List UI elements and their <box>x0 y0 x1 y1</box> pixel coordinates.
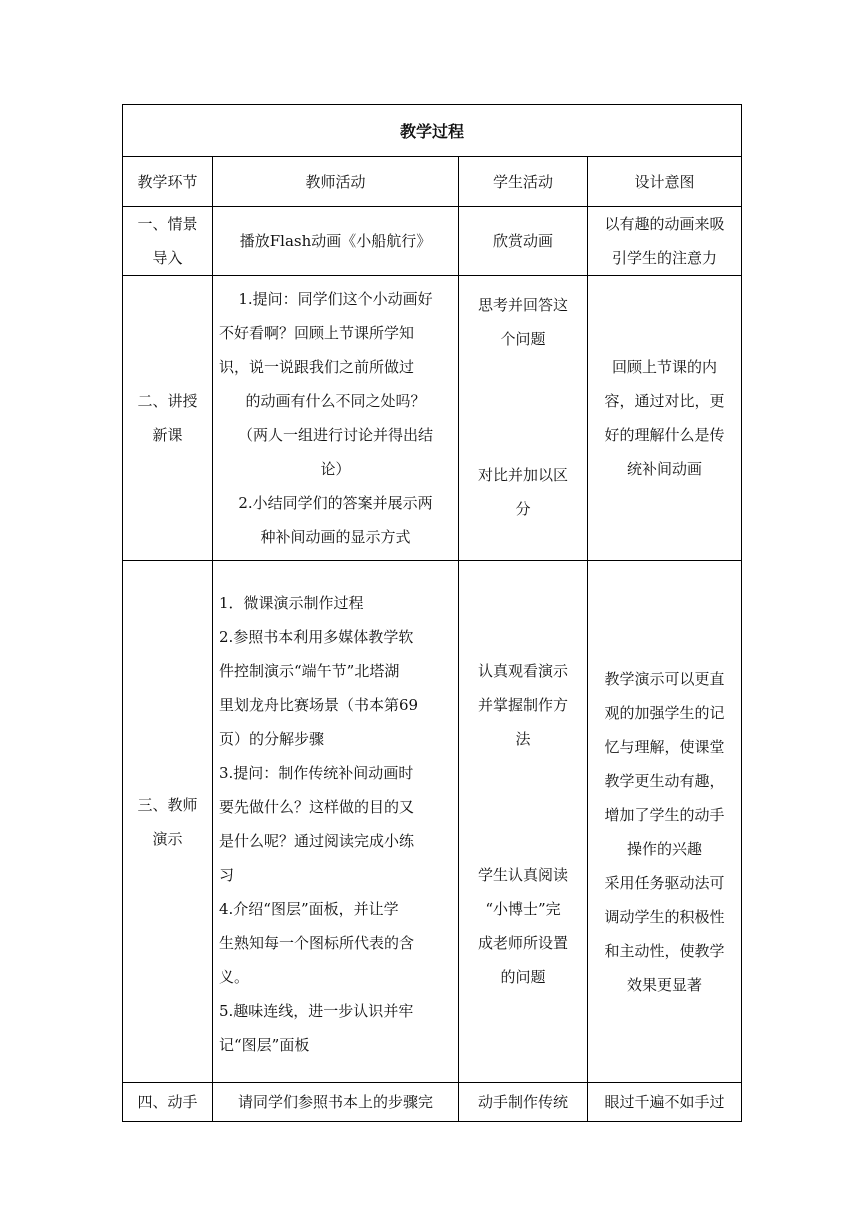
teacher-line: （两人一组进行讨论并得出结 <box>237 426 433 444</box>
header-design-intent: 设计意图 <box>588 157 742 207</box>
stage-line: 新课 <box>152 426 183 444</box>
design-intent-cell <box>588 1083 742 1122</box>
intent-line: 和主动性，使教学 <box>604 941 725 960</box>
intent-line: 采用任务驱动法可 <box>604 873 725 892</box>
teaching-process-table <box>122 104 742 1122</box>
header-teacher-activity: 教师活动 <box>213 157 459 207</box>
design-intent-cell <box>588 561 742 1083</box>
intent-line: 观的加强学生的记 <box>604 703 725 722</box>
table-row <box>123 1083 742 1122</box>
intent-line: 容，通过对比，更 <box>604 392 725 410</box>
stage-cell <box>123 276 213 561</box>
teacher-line: 要先做什么？这样做的目的又 <box>219 797 415 816</box>
teacher-line: 的动画有什么不同之处吗？ <box>245 392 426 410</box>
teacher-line: 是什么呢？通过阅读完成小练 <box>219 831 415 850</box>
intent-line: 增加了学生的动手 <box>604 805 725 824</box>
teacher-line: 习 <box>219 865 235 884</box>
teacher-line: 1.提问：同学们这个小动画好 <box>238 290 433 308</box>
student-activity-cell <box>459 561 588 1083</box>
design-intent-cell <box>588 276 742 561</box>
stage-line: 二、讲授 <box>137 392 198 410</box>
teacher-line: 论） <box>320 460 351 478</box>
header-stage: 教学环节 <box>123 157 213 207</box>
student-line: 认真观看演示 <box>477 661 568 680</box>
student-line: 欣赏动画 <box>492 232 553 250</box>
student-activity-cell <box>459 276 588 561</box>
teacher-line: 里划龙舟比赛场景（书本第69 <box>219 695 419 714</box>
teacher-line: 件控制演示“端午节”北塔湖 <box>219 661 400 680</box>
teacher-line: 义。 <box>219 967 250 986</box>
stage-cell <box>123 1083 213 1122</box>
student-activity-cell <box>459 1083 588 1122</box>
teacher-line: 播放Flash动画《小船航行》 <box>239 232 432 250</box>
intent-line: 统补间动画 <box>627 460 703 478</box>
header-student-activity: 学生活动 <box>459 157 588 207</box>
teacher-line: 1．微课演示制作过程 <box>219 593 364 612</box>
student-line: 思考并回答这 <box>477 296 568 314</box>
student-line: 动手制作传统 <box>477 1093 568 1111</box>
intent-line: 教学更生动有趣， <box>604 771 725 790</box>
teacher-line: 2.参照书本利用多媒体教学软 <box>219 627 414 646</box>
student-line: 分 <box>515 500 531 518</box>
intent-line: 回顾上节课的内 <box>612 358 718 376</box>
table-row <box>123 276 742 561</box>
design-intent-cell <box>588 207 742 276</box>
intent-line: 效果更显著 <box>627 975 703 994</box>
teacher-activity-cell <box>213 1083 459 1122</box>
stage-cell <box>123 207 213 276</box>
teacher-line: 2.小结同学们的答案并展示两 <box>238 494 433 512</box>
teacher-line: 生熟知每一个图标所代表的含 <box>219 933 415 952</box>
intent-line: 调动学生的积极性 <box>604 907 725 926</box>
teacher-activity-cell <box>213 207 459 276</box>
stage-line: 演示 <box>152 829 183 848</box>
student-line: “小博士”完 <box>485 899 561 918</box>
student-line: 成老师所设置 <box>477 933 568 952</box>
teacher-line: 种补间动画的显示方式 <box>260 528 411 546</box>
teacher-line: 识，说一说跟我们之前所做过 <box>219 358 415 376</box>
stage-line: 一、情景 <box>137 215 198 233</box>
student-line: 法 <box>515 729 531 748</box>
stage-line: 导入 <box>152 249 183 267</box>
student-line: 并掌握制作方 <box>477 695 568 714</box>
intent-line: 教学演示可以更直 <box>604 669 725 688</box>
table-row <box>123 561 742 1083</box>
intent-line: 引学生的注意力 <box>612 249 718 267</box>
teacher-activity-cell <box>213 561 459 1083</box>
table-row <box>123 207 742 276</box>
teacher-activity-cell <box>213 276 459 561</box>
table-title: 教学过程 <box>123 105 742 157</box>
teacher-line: 4.介绍“图层”面板，并让学 <box>219 899 399 918</box>
intent-line: 眼过千遍不如手过 <box>604 1093 725 1111</box>
teacher-line: 记“图层”面板 <box>219 1035 310 1054</box>
teacher-line: 请同学们参照书本上的步骤完 <box>237 1093 433 1111</box>
header-row <box>123 157 742 207</box>
stage-line: 三、教师 <box>137 795 198 814</box>
teacher-line: 页）的分解步骤 <box>219 729 325 748</box>
teacher-line: 3.提问：制作传统补间动画时 <box>219 763 414 782</box>
teacher-line: 不好看啊？回顾上节课所学知 <box>219 324 415 342</box>
intent-line: 操作的兴趣 <box>627 839 703 858</box>
intent-line: 以有趣的动画来吸 <box>604 215 725 233</box>
stage-line: 四、动手 <box>137 1093 198 1111</box>
student-line: 学生认真阅读 <box>477 865 568 884</box>
teacher-line: 5.趣味连线，进一步认识并牢 <box>219 1001 414 1020</box>
intent-line: 忆与理解，使课堂 <box>604 737 725 756</box>
student-activity-cell <box>459 207 588 276</box>
stage-cell <box>123 561 213 1083</box>
student-line: 的问题 <box>500 967 546 986</box>
intent-line: 好的理解什么是传 <box>604 426 725 444</box>
student-line: 对比并加以区 <box>477 466 568 484</box>
student-line: 个问题 <box>500 330 546 348</box>
